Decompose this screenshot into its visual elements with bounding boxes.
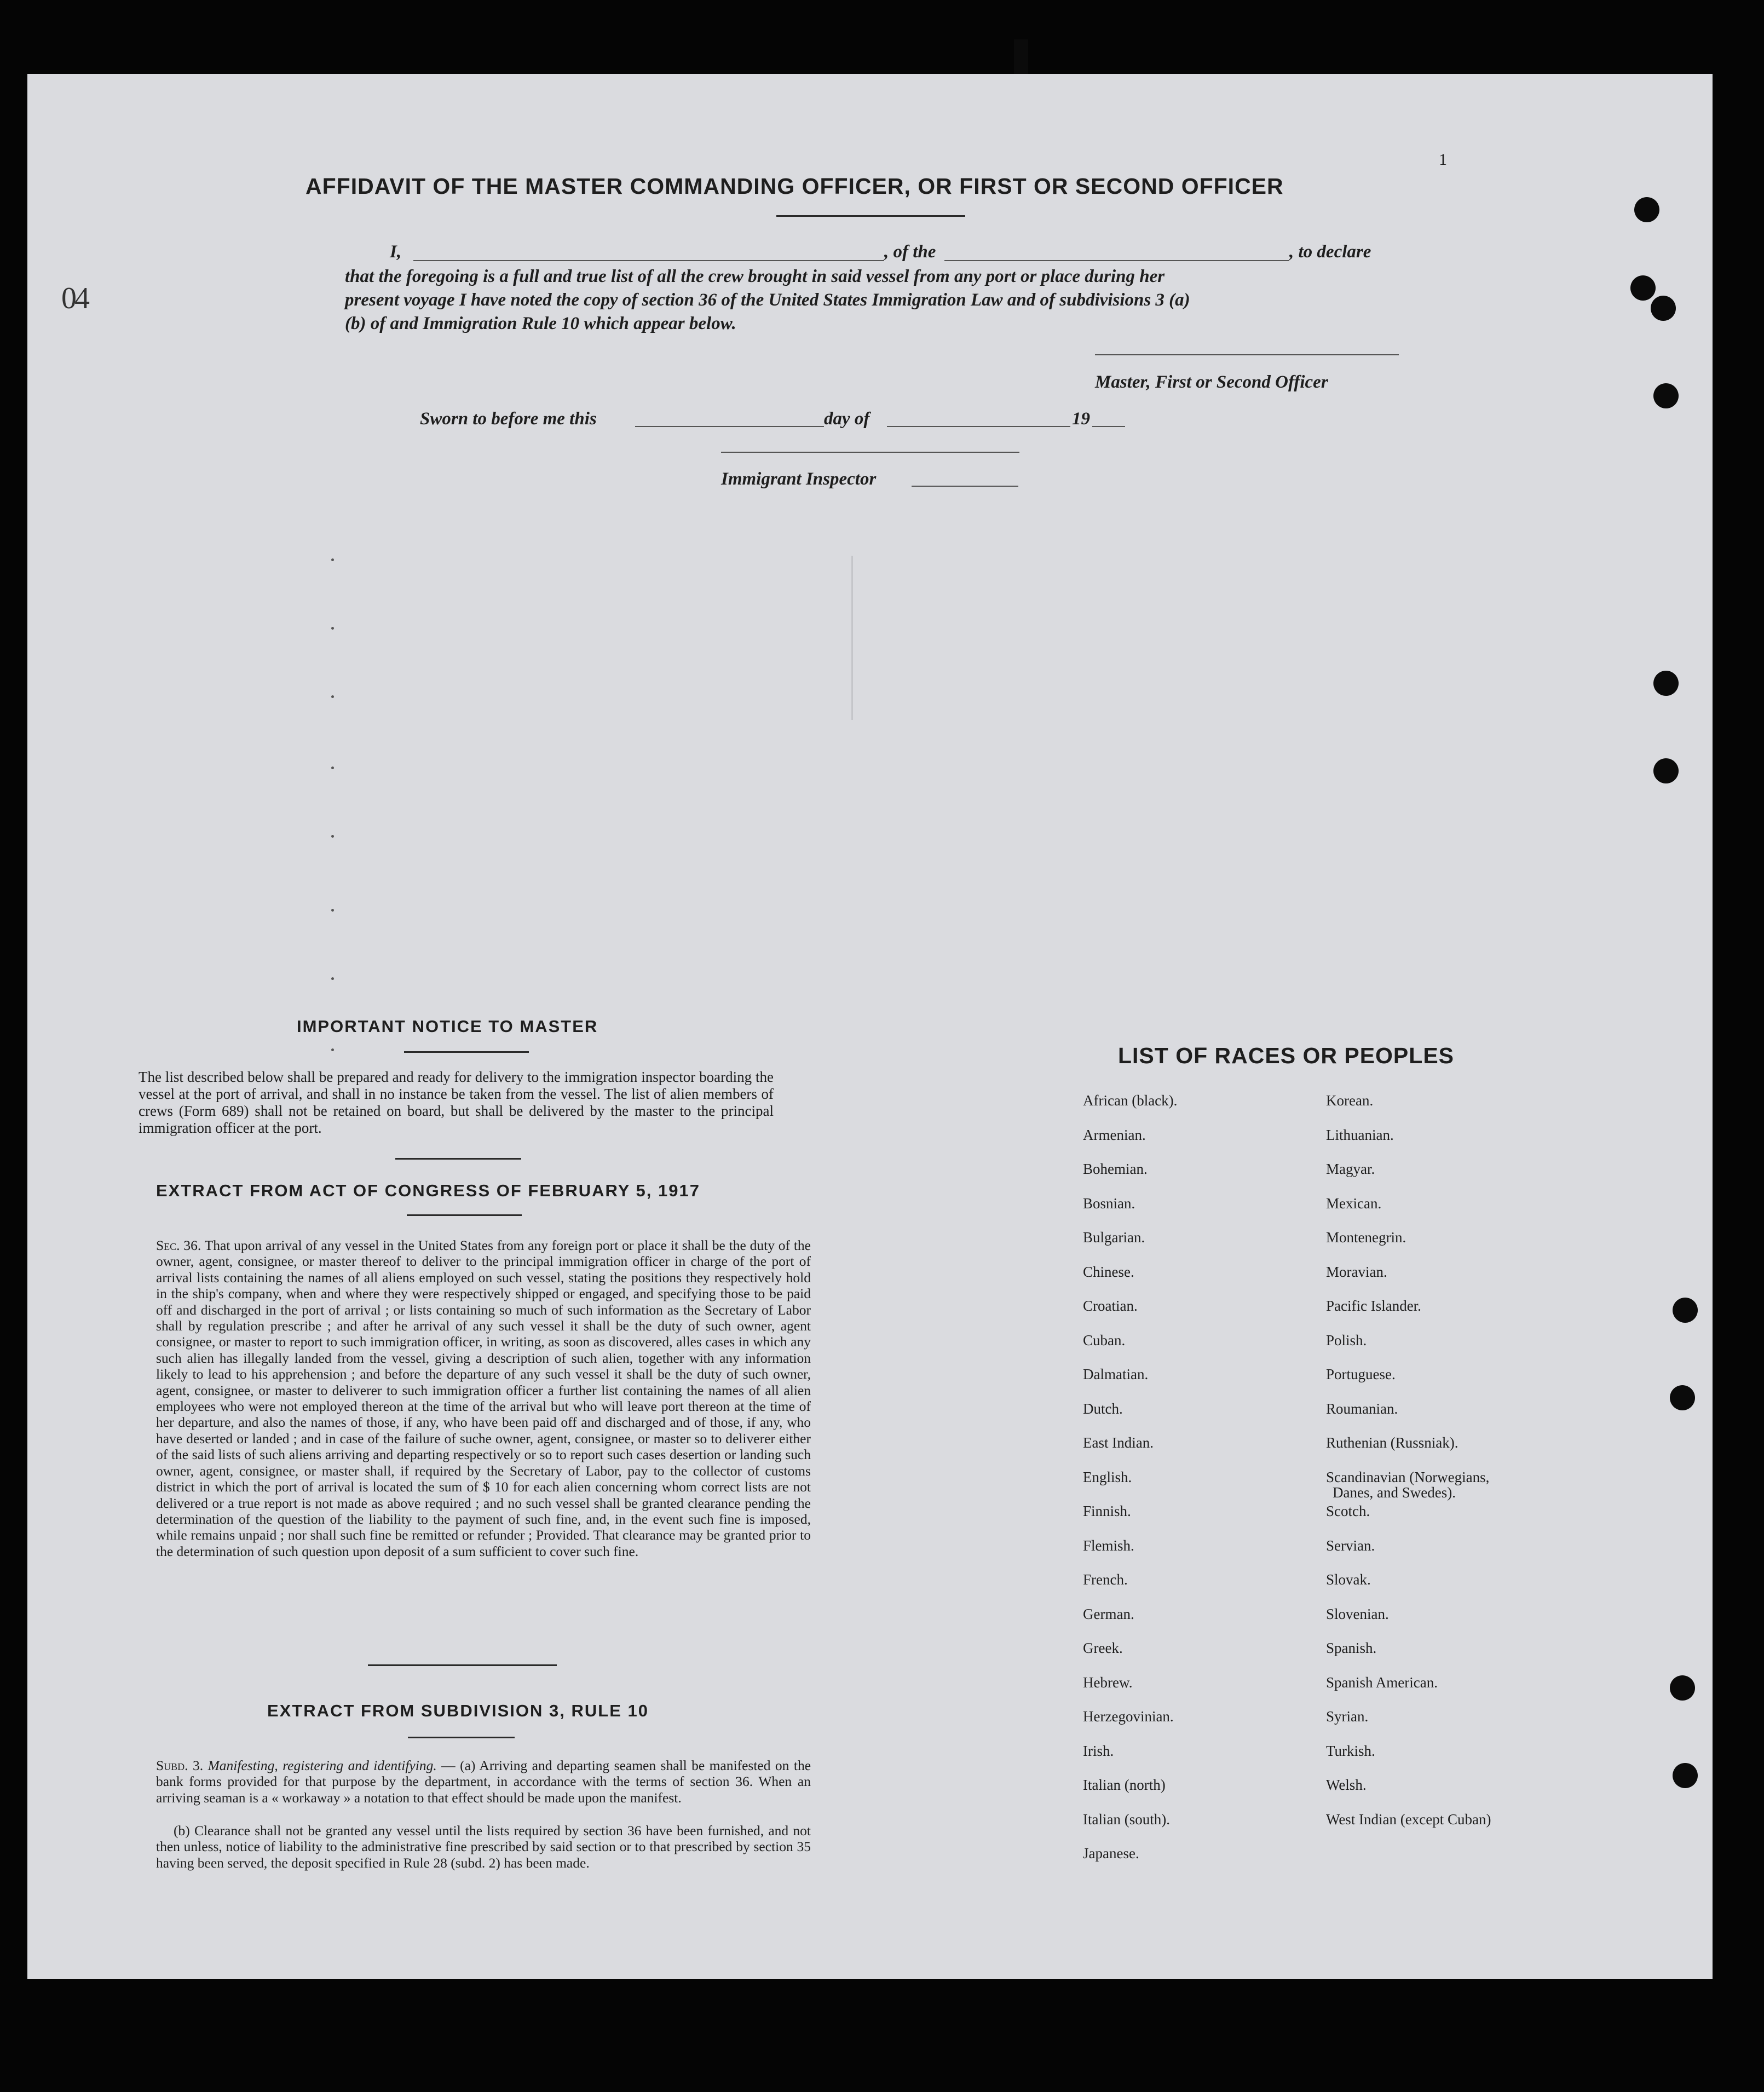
- rule-heading: Manifesting, registering and identifying.: [207, 1757, 437, 1773]
- punch-hole: [1670, 1675, 1695, 1701]
- act-end-rule: [368, 1664, 557, 1666]
- notice-title: IMPORTANT NOTICE TO MASTER: [297, 1017, 598, 1036]
- race-item: Italian (north): [1083, 1777, 1166, 1793]
- rule-subd: Subd. 3.: [156, 1757, 204, 1773]
- race-item: Magyar.: [1326, 1161, 1375, 1177]
- race-item: African (black).: [1083, 1092, 1178, 1109]
- rule-rule: [408, 1737, 515, 1738]
- race-item: Irish.: [1083, 1742, 1114, 1759]
- margin-dot: [331, 1048, 334, 1051]
- act-title: EXTRACT FROM ACT OF CONGRESS OF FEBRUARY 5, 1917: [156, 1181, 700, 1200]
- document-page: [27, 74, 1713, 1979]
- margin-dot: [331, 767, 334, 769]
- race-item: Greek.: [1083, 1640, 1123, 1656]
- race-item: Japanese.: [1083, 1845, 1139, 1862]
- master-label: Master, First or Second Officer: [1095, 372, 1328, 392]
- punch-hole: [1653, 758, 1679, 783]
- races-title: LIST OF RACES OR PEOPLES: [1118, 1043, 1455, 1068]
- act-section: Sec. 36.: [156, 1237, 201, 1253]
- race-item: Herzegovinian.: [1083, 1708, 1174, 1725]
- name-blank: [413, 260, 884, 261]
- race-item: Turkish.: [1326, 1742, 1375, 1759]
- race-item: French.: [1083, 1571, 1128, 1588]
- act-rule: [407, 1214, 522, 1216]
- affidavit-line-3: present voyage I have noted the copy of section 36 of the United States Immigration Law and of subdivisions 3 (a): [345, 290, 1190, 310]
- race-item: Flemish.: [1083, 1537, 1134, 1554]
- affidavit-line-2: that the foregoing is a full and true list of all the crew brought in said vessel from any port or place during her: [345, 267, 1165, 286]
- vessel-blank: [944, 260, 1289, 261]
- notice-text: The list described below shall be prepared and ready for delivery to the immigration inspector boarding the vessel at the port of arrival, and shall in no instance be taken from the vessel. The list of alien members of crews (Form 689) shall not be retained on board, but shall be delivered by the master to the principal immigration officer at the port.: [139, 1069, 774, 1136]
- race-item: Bulgarian.: [1083, 1229, 1145, 1246]
- race-item: Bosnian.: [1083, 1195, 1135, 1212]
- race-item: East Indian.: [1083, 1434, 1154, 1451]
- race-item: Korean.: [1326, 1092, 1374, 1109]
- margin-dot: [331, 627, 334, 630]
- race-item: Armenian.: [1083, 1126, 1146, 1143]
- sworn-day-blank: [635, 426, 824, 427]
- affidavit-title: AFFIDAVIT OF THE MASTER COMMANDING OFFICER, OR FIRST OR SECOND OFFICER: [305, 174, 1284, 199]
- race-item: German.: [1083, 1605, 1134, 1622]
- rule-title: EXTRACT FROM SUBDIVISION 3, RULE 10: [267, 1701, 649, 1720]
- race-item: Mexican.: [1326, 1195, 1382, 1212]
- punch-hole: [1670, 1385, 1695, 1410]
- race-item: Pacific Islander.: [1326, 1298, 1421, 1314]
- punch-hole: [1651, 296, 1676, 321]
- race-item: Scotch.: [1326, 1503, 1370, 1519]
- notice-end-rule: [395, 1158, 521, 1160]
- margin-dot: [331, 909, 334, 912]
- race-item: Croatian.: [1083, 1298, 1138, 1314]
- race-item: Hebrew.: [1083, 1674, 1133, 1691]
- race-item: Polish.: [1326, 1332, 1367, 1348]
- affidavit-of-the: , of the: [884, 242, 936, 262]
- rule-para-a: [156, 1757, 811, 1806]
- act-text: [156, 1237, 811, 1559]
- punch-hole: [1653, 671, 1679, 696]
- race-item: Dalmatian.: [1083, 1366, 1149, 1382]
- race-item: Slovak.: [1326, 1571, 1371, 1588]
- sworn-month-blank: [887, 426, 1070, 427]
- page-crease: [851, 556, 853, 720]
- race-item: Danes, and Swedes).: [1333, 1484, 1456, 1501]
- affidavit-i-label: I,: [390, 242, 402, 262]
- race-item: Moravian.: [1326, 1263, 1387, 1280]
- race-item: Dutch.: [1083, 1400, 1123, 1417]
- margin-dot: [331, 977, 334, 980]
- margin-number: 04: [61, 281, 88, 315]
- race-item: Roumanian.: [1326, 1400, 1398, 1417]
- margin-dot: [331, 558, 334, 561]
- race-item: Lithuanian.: [1326, 1126, 1394, 1143]
- race-item: Chinese.: [1083, 1263, 1134, 1280]
- race-item: Servian.: [1326, 1537, 1375, 1554]
- act-body: That upon arrival of any vessel in the United States from any foreign port or place it shall be the duty of the owner, agent, consignee, or master thereof to deliver to the principal immigration officer in charge of the port of arrival lists containing the names of all aliens employed on such vessel, stating the positions they respectively hold in the ship's company, when and where they were respectively shipped or engaged, and specifying those to be paid off and discharged in the port of arrival ; or lists containing so much of such information as the Secretary of Labor shall by regulation prescribe ; and after he arrival of any such vessel it shall be the duty of such owner, agent consignee, or master to report to such immigration officer, in writing, as soon as discovered, alles cases in which any such alien has illegally landed from the vessel, giving a description of such alien, together with any information likely to lead to his apprehension ; and before the departure of any such vessel it shall be the duty of such owner, agent, consignee, or master to deliverer to such immigration officer a further list containing the names of all alien employees who were not employed thereon at the time of the arrival but who will leave port thereon at the time of her departure, and also the names of those, if any, who have been paid off and discharged and of those, if any, who have deserted or landed ; and in case of the failure of suche owner, agent, consignee, or master so to deliverer either of the said lists of such aliens arriving and departing respectively or so to report such cases desertion or landing such owner, agent, consignee, or master shall, if required by the Secretary of Labor, pay to the collector of customs district in which the port of arrival is located the sum of $ 10 for each alien concerning whom correct lists are not delivered or a true report is not made as above required ; and no such vessel shall be granted clearance pending the determination of the question of the liability to the payment of such fine, and, in the event such fine is imposed, while remains unpaid ; nor shall such fine be remitted or refunder ; Provided. That clearance may be granted prior to the determination of such question upon deposit of a sum sufficient to cover such fine.: [156, 1237, 811, 1559]
- race-item: Italian (south).: [1083, 1811, 1170, 1828]
- race-item: Ruthenian (Russniak).: [1326, 1434, 1459, 1451]
- rule-para-a-text: — (a) Arriving and departing seamen shall be manifested on the bank forms provided for that purpose by the department, in accordance with the terms of section 36. When an arriving seaman is a « workaway » a notation to that effect should be made upon the manifest.: [156, 1757, 811, 1806]
- inspector-label-rule: [912, 486, 1018, 487]
- affidavit-to-declare: , to declare: [1289, 242, 1371, 262]
- race-item: English.: [1083, 1468, 1132, 1485]
- race-item: Slovenian.: [1326, 1605, 1389, 1622]
- rule-para-b: (b) Clearance shall not be granted any vessel until the lists required by section 36 have been furnished, and not then unless, notice of liability to the administrative fine prescribed by said section or to that prescribed by section 35 having been served, the deposit specified in Rule 28 (subd. 2) has been made.: [156, 1823, 811, 1871]
- punch-hole: [1634, 197, 1659, 222]
- race-item: Scandinavian (Norwegians,: [1326, 1468, 1490, 1485]
- race-item: Montenegrin.: [1326, 1229, 1406, 1246]
- notice-rule: [404, 1051, 529, 1053]
- race-item: Finnish.: [1083, 1503, 1131, 1519]
- sworn-label: Sworn to before me this: [420, 409, 597, 429]
- race-item: Welsh.: [1326, 1777, 1367, 1793]
- margin-dot: [331, 695, 334, 698]
- sworn-day-of: day of: [824, 409, 870, 429]
- punch-hole: [1673, 1298, 1698, 1323]
- sworn-year-blank: [1092, 426, 1125, 427]
- punch-hole: [1673, 1763, 1698, 1788]
- title-rule: [776, 215, 965, 217]
- margin-dot: [331, 835, 334, 838]
- race-item: Spanish American.: [1326, 1674, 1438, 1691]
- race-item: West Indian (except Cuban): [1326, 1811, 1491, 1828]
- inspector-label: Immigrant Inspector: [721, 469, 877, 489]
- corner-mark: 1: [1439, 151, 1447, 169]
- race-item: Bohemian.: [1083, 1161, 1148, 1177]
- sworn-year: 19: [1072, 409, 1090, 429]
- inspector-signature-line: [721, 452, 1019, 453]
- punch-hole: [1630, 275, 1656, 301]
- race-item: Cuban.: [1083, 1332, 1126, 1348]
- affidavit-line-4: (b) of and Immigration Rule 10 which appear below.: [345, 314, 736, 333]
- race-item: Spanish.: [1326, 1640, 1377, 1656]
- race-item: Portuguese.: [1326, 1366, 1396, 1382]
- master-signature-line: [1095, 354, 1399, 355]
- race-item: Syrian.: [1326, 1708, 1369, 1725]
- punch-hole: [1653, 383, 1679, 408]
